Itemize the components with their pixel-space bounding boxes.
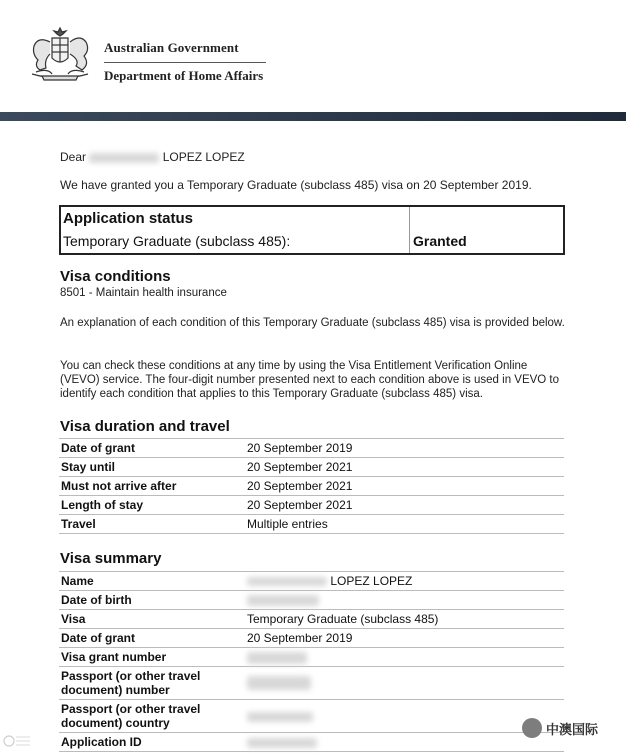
row-label: Length of stay — [59, 496, 245, 515]
duration-heading: Visa duration and travel — [60, 418, 230, 435]
vevo-paragraph: You can check these conditions at any time by using the Visa Entitlement Verification Online (VEVO) service. The four-digit number presented next to each condition above is used in VEVO to identify each condition that applies to this Temporary Graduate (subclass 485) visa. — [60, 360, 560, 400]
visa-conditions-heading: Visa conditions — [60, 268, 171, 285]
row-value: 20 September 2021 — [245, 496, 564, 515]
watermark-text: 中澳国际 — [546, 721, 599, 737]
status-value: Granted — [413, 233, 467, 249]
duration-table — [59, 438, 564, 534]
application-status-box — [59, 205, 565, 255]
row-label: Travel — [59, 515, 245, 534]
title-divider — [104, 62, 266, 63]
row-label: Stay until — [59, 458, 245, 477]
weibo-watermark-icon — [2, 733, 32, 747]
table-row — [59, 496, 564, 515]
redacted-given-name — [89, 153, 159, 163]
row-value: 20 September 2019 — [245, 629, 564, 648]
table-row — [59, 610, 564, 629]
row-label: Date of grant — [59, 439, 245, 458]
status-title: Application status — [63, 210, 194, 227]
org-name: Australian Government — [104, 40, 239, 55]
row-value — [245, 733, 564, 752]
row-value — [245, 591, 564, 610]
row-label: Must not arrive after — [59, 477, 245, 496]
row-value — [245, 648, 564, 667]
row-value — [245, 667, 564, 700]
row-value: 20 September 2019 — [245, 439, 564, 458]
row-label: Visa — [59, 610, 245, 629]
table-row — [59, 477, 564, 496]
table-row — [59, 629, 564, 648]
row-value: 20 September 2021 — [245, 458, 564, 477]
table-row — [59, 591, 564, 610]
table-row — [59, 458, 564, 477]
redacted-value — [247, 577, 327, 586]
redacted-value — [247, 712, 313, 722]
coat-of-arms-icon — [22, 26, 98, 84]
row-label: Application ID — [59, 733, 245, 752]
row-value: Multiple entries — [245, 515, 564, 534]
row-label: Visa grant number — [59, 648, 245, 667]
table-row — [59, 439, 564, 458]
name-surname: LOPEZ LOPEZ — [330, 574, 413, 588]
table-row — [59, 667, 564, 700]
row-label: Date of grant — [59, 629, 245, 648]
grant-sentence: We have granted you a Temporary Graduate (subclass 485) visa on 20 September 2019. — [60, 178, 532, 192]
status-visa-label: Temporary Graduate (subclass 485): — [63, 233, 291, 249]
table-row — [59, 572, 564, 591]
table-row — [59, 700, 564, 733]
condition-item: 8501 - Maintain health insurance — [60, 287, 227, 299]
department-name: Department of Home Affairs — [104, 68, 264, 83]
header-band — [0, 112, 626, 121]
table-row — [59, 733, 564, 752]
redacted-value — [247, 738, 317, 748]
letterhead — [0, 0, 626, 112]
row-label: Date of birth — [59, 591, 245, 610]
table-row — [59, 515, 564, 534]
watermark-right — [522, 718, 598, 738]
conditions-explanation: An explanation of each condition of this Temporary Graduate (subclass 485) visa is provided below. — [60, 317, 565, 329]
row-value: 20 September 2021 — [245, 477, 564, 496]
redacted-value — [247, 595, 319, 606]
row-label: Passport (or other travel document) number — [59, 667, 245, 700]
summary-heading: Visa summary — [60, 550, 162, 567]
row-value — [245, 572, 564, 591]
row-value — [245, 700, 564, 733]
redacted-value — [247, 652, 307, 664]
redacted-value — [247, 676, 311, 690]
wechat-icon — [522, 718, 542, 738]
salutation-prefix: Dear — [60, 150, 87, 164]
recipient-surname: LOPEZ LOPEZ — [162, 150, 245, 164]
government-title-block — [104, 40, 266, 84]
watermark-left — [2, 733, 32, 750]
status-divider — [409, 207, 410, 253]
row-value: Temporary Graduate (subclass 485) — [245, 610, 564, 629]
row-label: Name — [59, 572, 245, 591]
salutation — [60, 150, 245, 164]
summary-table — [59, 571, 564, 752]
row-label: Passport (or other travel document) country — [59, 700, 245, 733]
table-row — [59, 648, 564, 667]
